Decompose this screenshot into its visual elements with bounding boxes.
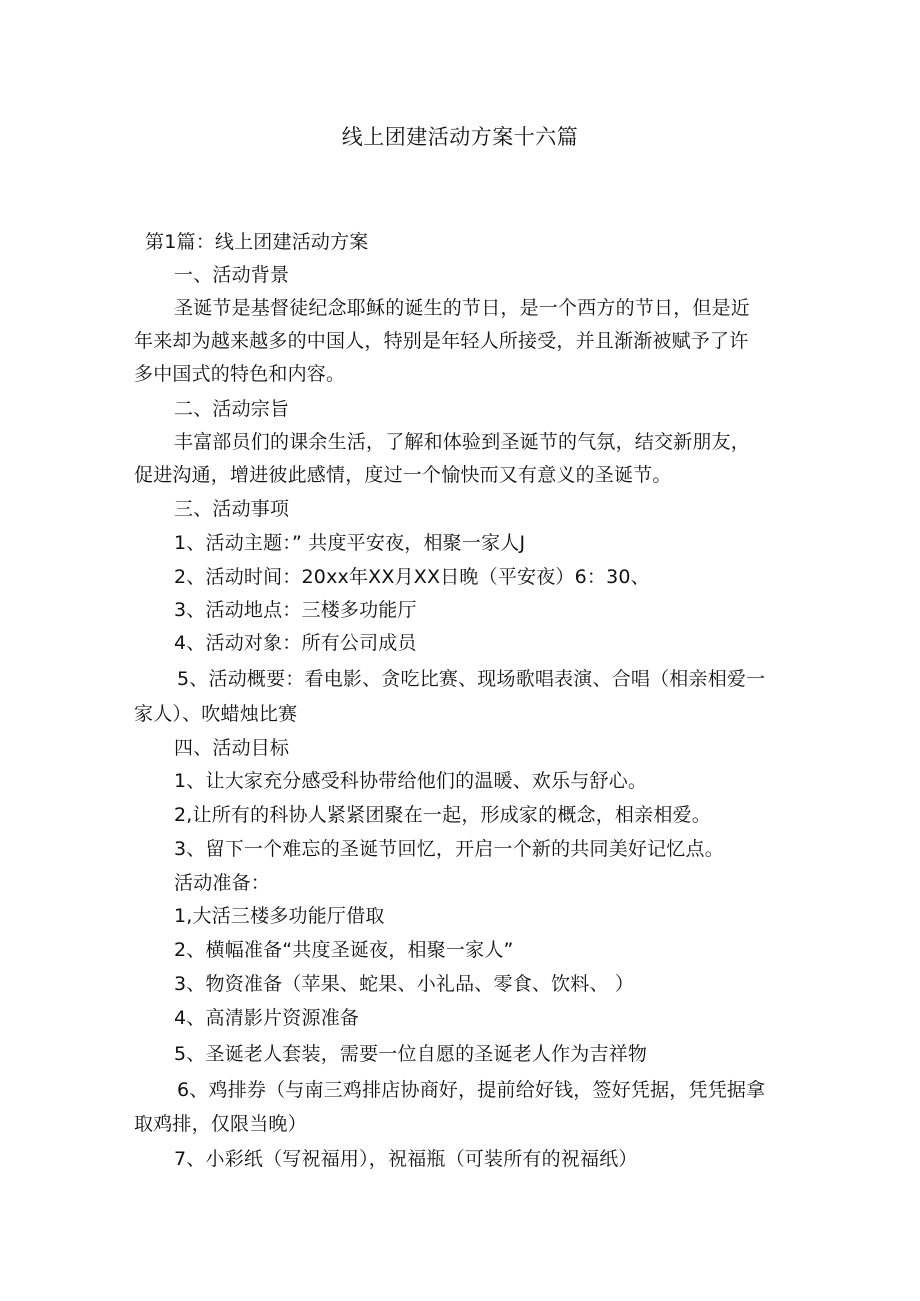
list-item: 1、活动主题：” 共度平安夜，相聚一家人J: [174, 532, 526, 554]
list-item-continuation: 家人）、吹蜡烛比赛: [134, 703, 298, 725]
paragraph-line: 多中国式的特色和内容。: [134, 363, 346, 385]
list-item: 1、让大家充分感受科协带给他们的温暖、欢乐与舒心。: [174, 770, 648, 792]
list-item-continuation: 取鸡排，仅限当晚）: [134, 1113, 307, 1135]
section-heading: 第1篇：线上团建活动方案: [145, 231, 369, 253]
paragraph-line: 丰富部员们的课余生活，了解和体验到圣诞节的气氛，结交新朋友，: [174, 431, 751, 453]
list-item: 5、活动概要：看电影、贪吃比赛、现场歌唱表演、合唱（相亲相爱一: [177, 668, 766, 690]
subsection-heading: 活动准备：: [174, 872, 271, 894]
list-item: 3、活动地点：三楼多功能厅: [174, 599, 417, 621]
paragraph-line: 年来却为越来越多的中国人，特别是年轻人所接受，并且渐渐被赋予了许: [134, 330, 749, 352]
document-title: 线上团建活动方案十六篇: [341, 125, 579, 149]
list-item: 2、活动时间：20xx年XX月XX日晚（平安夜）6：30、: [174, 566, 650, 588]
list-item: 7、小彩纸（写祝福用），祝福瓶（可装所有的祝福纸）: [174, 1148, 638, 1170]
paragraph-line: 促进沟通，增进彼此感情，度过一个愉快而又有意义的圣诞节。: [134, 464, 672, 486]
subsection-heading: 二、活动宗旨: [174, 398, 290, 420]
list-item: 5、圣诞老人套装，需要一位自愿的圣诞老人作为吉祥物: [174, 1043, 648, 1065]
subsection-heading: 一、活动背景: [174, 264, 290, 286]
list-item: 2、横幅准备“共度圣诞夜，相聚一家人”: [174, 939, 514, 961]
list-item: 6、鸡排券（与南三鸡排店协商好，提前给好钱，签好凭据，凭凭据拿: [177, 1079, 766, 1101]
paragraph-line: 圣诞节是基督徒纪念耶稣的诞生的节日，是一个西方的节日，但是近: [174, 297, 751, 319]
list-item: 4、活动对象：所有公司成员: [174, 632, 417, 654]
list-item: 4、高清影片资源准备: [174, 1007, 360, 1029]
subsection-heading: 四、活动目标: [174, 737, 290, 759]
list-item: 1,大活三楼多功能厅借取: [174, 905, 385, 927]
list-item: 3、物资准备（苹果、蛇果、小礼品、零食、饮料、 ）: [174, 973, 635, 995]
list-item: 2,让所有的科协人紧紧团聚在一起，形成家的概念，相亲相爱。: [174, 804, 711, 826]
list-item: 3、留下一个难忘的圣诞节回忆，开启一个新的共同美好记忆点。: [174, 838, 724, 860]
subsection-heading: 三、活动事项: [174, 498, 290, 520]
